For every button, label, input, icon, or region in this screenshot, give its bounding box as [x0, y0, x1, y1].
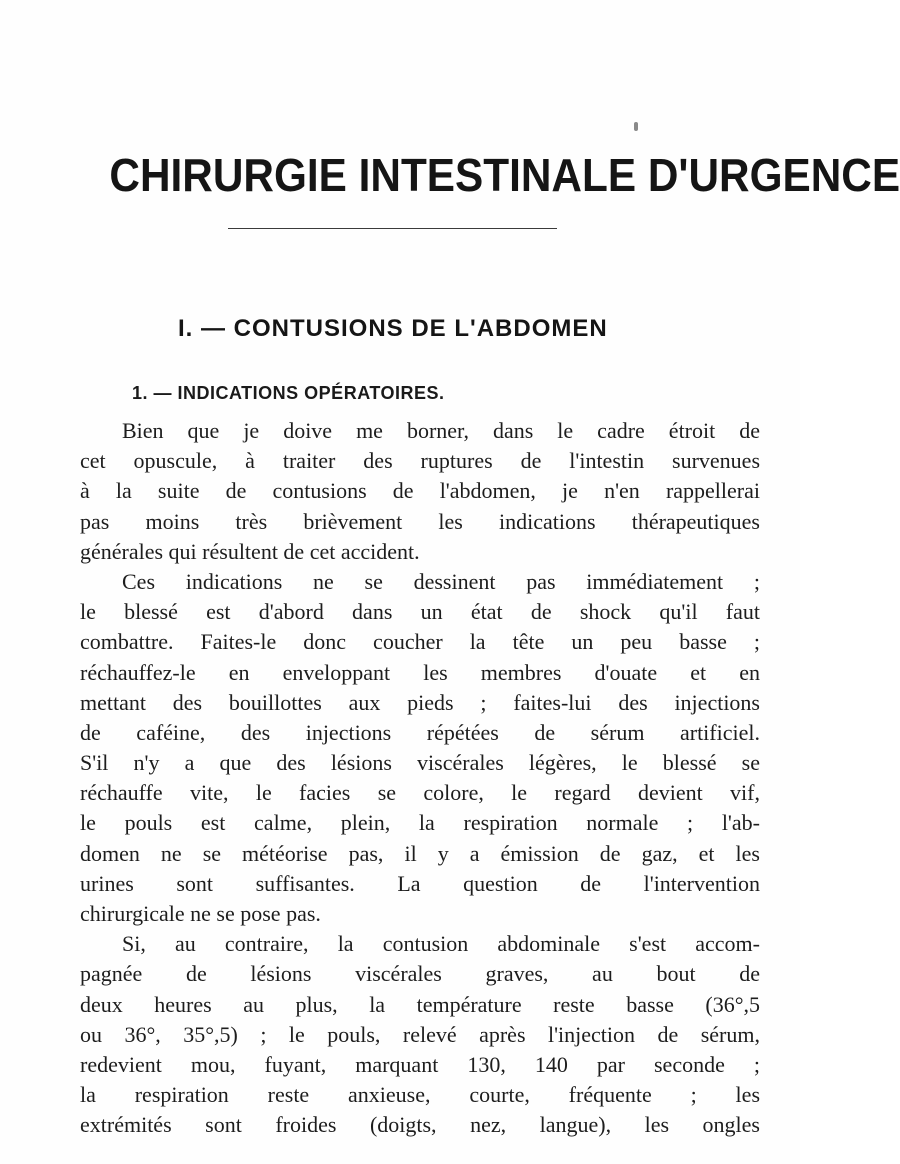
- text-line: le blessé est d'abord dans un état de shock qu'il faut: [80, 599, 760, 625]
- section-heading: I. — CONTUSIONS DE L'ABDOMEN: [178, 315, 608, 342]
- text-line: la respiration reste anxieuse, courte, fréquente ; les: [80, 1082, 760, 1108]
- text-line: Si, au contraire, la contusion abdominale s'est accom-: [122, 931, 760, 957]
- ink-speck: [634, 122, 638, 131]
- text-line: S'il n'y a que des lésions viscérales légères, le blessé se: [80, 750, 760, 776]
- text-line: Bien que je doive me borner, dans le cadre étroit de: [122, 418, 760, 443]
- text-line: combattre. Faites-le donc coucher la tête un peu basse ;: [80, 629, 760, 655]
- text-line: cet opuscule, à traiter des ruptures de l'intestin survenues: [80, 448, 760, 474]
- text-line: redevient mou, fuyant, marquant 130, 140 par seconde ;: [80, 1051, 760, 1077]
- text-line: réchauffe vite, le facies se colore, le regard devient vif,: [80, 780, 760, 806]
- text-line: urines sont suffisantes. La question de l'intervention: [80, 870, 760, 896]
- text-line: de caféine, des injections répétées de sérum artificiel.: [80, 719, 760, 745]
- text-line: extrémités sont froides (doigts, nez, langue), les ongles: [80, 1112, 760, 1138]
- text-line: domen ne se météorise pas, il y a émission de gaz, et les: [80, 840, 760, 866]
- text-line: à la suite de contusions de l'abdomen, je n'en rappellerai: [80, 478, 760, 504]
- text-line: générales qui résultent de cet accident.: [80, 538, 420, 564]
- title-divider: [228, 228, 557, 229]
- subsection-heading: 1. — INDICATIONS OPÉRATOIRES.: [132, 383, 445, 403]
- text-line: deux heures au plus, la température reste basse (36°,5: [80, 991, 760, 1017]
- text-line: pagnée de lésions viscérales graves, au bout de: [80, 961, 760, 987]
- text-line: pas moins très brièvement les indications thérapeutiques: [80, 508, 760, 534]
- text-line: réchauffez-le en enveloppant les membres d'ouate et en: [80, 659, 760, 685]
- text-line: le pouls est calme, plein, la respiration normale ; l'ab-: [80, 810, 760, 836]
- body-text: [80, 416, 760, 1141]
- page-title: CHIRURGIE INTESTINALE D'URGENCE: [109, 149, 900, 201]
- text-line: mettant des bouillottes aux pieds ; faites-lui des injections: [80, 689, 760, 715]
- text-line: chirurgicale ne se pose pas.: [80, 901, 321, 926]
- text-line: ou 36°, 35°,5) ; le pouls, relevé après l'injection de sérum,: [80, 1021, 760, 1047]
- text-line: Ces indications ne se dessinent pas immédiatement ;: [122, 568, 760, 594]
